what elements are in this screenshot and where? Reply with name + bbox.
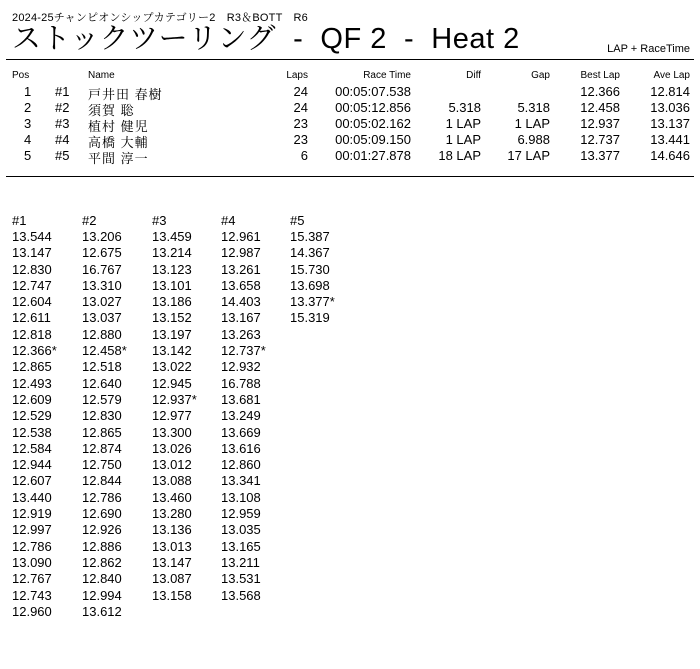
lap-time: 13.186 [152, 294, 192, 310]
lap-time: 12.994 [82, 587, 122, 603]
lap-time: 13.197 [152, 326, 192, 342]
lap-time: 12.961 [221, 229, 261, 244]
lap-time: 13.544 [12, 229, 52, 244]
lap-time: 14.367 [290, 245, 330, 261]
lap-time: 12.886 [82, 538, 122, 554]
lap-time: 13.027 [82, 294, 122, 310]
result-best-lap: 13.377 [580, 148, 620, 163]
lap-time: 13.026 [152, 440, 192, 456]
result-gap: 1 LAP [514, 116, 550, 131]
lap-time: 12.944 [12, 457, 52, 473]
lap-column-header: #4 [221, 213, 236, 228]
lap-column-header: #5 [290, 213, 305, 228]
lap-time: 12.366* [12, 343, 57, 359]
event-subtitle: 2024-25チャンピオンシップカテゴリー2 R3＆BOTT R6 [12, 12, 308, 24]
results-table [0, 70, 700, 164]
lap-time: 13.616 [221, 440, 261, 456]
col-laps-header: Laps [286, 70, 308, 81]
page-title: ストックツーリング - QF 2 - Heat 2 [12, 23, 520, 55]
lap-time: 13.568 [221, 587, 261, 603]
col-ave-lap-header: Ave Lap [653, 70, 690, 81]
result-driver-name: 須賀 聡 [88, 103, 135, 118]
result-ave-lap: 14.646 [650, 148, 690, 163]
result-pos: 3 [24, 116, 32, 131]
result-kart-number: #2 [55, 100, 70, 115]
lap-time: 12.987 [221, 245, 261, 261]
result-gap: 17 LAP [507, 148, 550, 163]
lap-time: 13.531 [221, 571, 261, 587]
result-kart-number: #5 [55, 148, 70, 163]
lap-column-header: #3 [152, 213, 167, 228]
lap-time: 13.165 [221, 538, 261, 554]
result-laps: 23 [293, 116, 308, 131]
lap-time: 13.022 [152, 359, 192, 375]
lap-time: 12.880 [82, 326, 122, 342]
lap-time: 12.611 [12, 310, 51, 326]
lap-column [82, 213, 127, 620]
result-gap: 6.988 [517, 132, 550, 147]
lap-time: 12.865 [12, 359, 52, 375]
lap-time: 13.341 [221, 473, 261, 489]
result-race-time: 00:05:09.150 [335, 132, 411, 147]
lap-time: 12.937* [152, 391, 197, 407]
lap-time: 13.012 [152, 457, 192, 473]
lap-time: 13.147 [152, 554, 192, 570]
lap-time: 12.865 [82, 424, 122, 440]
result-row [0, 132, 700, 148]
lap-time: 12.977 [152, 408, 192, 424]
lap-time: 13.669 [221, 424, 261, 440]
lap-time: 13.310 [82, 277, 122, 293]
result-best-lap: 12.458 [580, 100, 620, 115]
lap-column [290, 213, 335, 327]
lap-time: 13.280 [152, 506, 192, 522]
result-pos: 5 [24, 148, 32, 163]
lap-column-header: #2 [82, 213, 97, 228]
col-gap-header: Gap [531, 70, 550, 81]
result-best-lap: 12.366 [580, 84, 620, 99]
lap-time: 12.529 [12, 408, 52, 424]
lap-time: 16.788 [221, 375, 261, 391]
lap-time: 12.862 [82, 554, 122, 570]
result-race-time: 00:05:12.856 [335, 100, 411, 115]
result-laps: 6 [300, 148, 308, 163]
result-ave-lap: 13.137 [650, 116, 690, 131]
lap-time: 13.214 [152, 245, 192, 261]
lap-time: 13.088 [152, 473, 192, 489]
lap-time: 12.743 [12, 587, 52, 603]
result-laps: 24 [293, 84, 308, 99]
lap-time: 12.640 [82, 375, 122, 391]
lap-time: 12.945 [152, 375, 192, 391]
lap-time: 13.101 [152, 277, 192, 293]
results-header-row [0, 70, 700, 84]
result-race-time: 00:05:07.538 [335, 84, 411, 99]
lap-time: 13.206 [82, 229, 122, 244]
result-driver-name: 平間 淳一 [88, 151, 149, 166]
lap-time: 13.459 [152, 229, 192, 244]
lap-time: 12.584 [12, 440, 52, 456]
lap-time: 12.926 [82, 522, 122, 538]
result-ave-lap: 12.814 [650, 84, 690, 99]
result-driver-name: 高橋 大輔 [88, 135, 149, 150]
result-laps: 24 [293, 100, 308, 115]
report-mode-label: LAP + RaceTime [607, 43, 690, 55]
col-pos-header: Pos [12, 70, 30, 81]
lap-time: 13.108 [221, 489, 261, 505]
lap-time: 12.932 [221, 359, 261, 375]
lap-time: 12.960 [12, 603, 52, 619]
lap-time: 12.750 [82, 457, 122, 473]
result-row [0, 148, 700, 164]
lap-time: 13.300 [152, 424, 192, 440]
lap-time: 13.167 [221, 310, 261, 326]
lap-time: 13.087 [152, 571, 192, 587]
lap-time: 12.737* [221, 343, 266, 359]
result-ave-lap: 13.036 [650, 100, 690, 115]
lap-time: 12.604 [12, 294, 52, 310]
result-ave-lap: 13.441 [650, 132, 690, 147]
result-diff: 18 LAP [438, 148, 481, 163]
lap-time: 15.730 [290, 261, 330, 277]
lap-time: 12.607 [12, 473, 52, 489]
lap-time: 13.037 [82, 310, 122, 326]
lap-time: 12.860 [221, 457, 261, 473]
result-row [0, 100, 700, 116]
col-name-header: Name [88, 70, 115, 81]
lap-time: 12.874 [82, 440, 122, 456]
result-diff: 1 LAP [445, 132, 481, 147]
result-pos: 1 [24, 84, 32, 99]
lap-time: 13.440 [12, 489, 52, 505]
lap-time: 13.158 [152, 587, 192, 603]
lap-time: 13.698 [290, 277, 330, 293]
lap-time: 13.123 [152, 261, 192, 277]
lap-time: 12.844 [82, 473, 122, 489]
result-pos: 2 [24, 100, 32, 115]
lap-time: 12.919 [12, 506, 52, 522]
result-kart-number: #1 [55, 84, 70, 99]
result-diff: 5.318 [448, 100, 481, 115]
lap-time: 15.387 [290, 229, 330, 244]
lap-time: 13.249 [221, 408, 261, 424]
lap-time: 13.263 [221, 326, 261, 342]
result-gap: 5.318 [517, 100, 550, 115]
lap-time: 13.211 [221, 554, 260, 570]
lap-time: 14.403 [221, 294, 261, 310]
lap-time: 13.152 [152, 310, 192, 326]
lap-time: 12.840 [82, 571, 122, 587]
lap-column [12, 213, 57, 620]
lap-time: 13.090 [12, 554, 52, 570]
lap-time: 13.013 [152, 538, 192, 554]
lap-time: 13.142 [152, 343, 192, 359]
lap-time: 13.612 [82, 603, 122, 619]
result-row [0, 84, 700, 100]
lap-time: 13.261 [221, 261, 261, 277]
lap-time: 13.035 [221, 522, 261, 538]
results-body [0, 84, 700, 164]
result-best-lap: 12.737 [580, 132, 620, 147]
lap-time: 13.377* [290, 294, 335, 310]
result-best-lap: 12.937 [580, 116, 620, 131]
result-row [0, 116, 700, 132]
result-laps: 23 [293, 132, 308, 147]
lap-time: 12.538 [12, 424, 52, 440]
lap-time: 12.786 [82, 489, 122, 505]
header-divider [6, 59, 694, 60]
lap-time: 12.959 [221, 506, 261, 522]
lap-time: 12.830 [82, 408, 122, 424]
result-race-time: 00:01:27.878 [335, 148, 411, 163]
result-driver-name: 戸井田 春樹 [88, 87, 163, 102]
lap-time: 12.518 [82, 359, 122, 375]
result-kart-number: #3 [55, 116, 70, 131]
lap-time: 12.579 [82, 391, 122, 407]
lap-time: 12.747 [12, 277, 52, 293]
lap-time: 12.609 [12, 391, 52, 407]
lap-time: 13.681 [221, 391, 261, 407]
lap-column [152, 213, 197, 604]
col-diff-header: Diff [466, 70, 481, 81]
lap-time: 12.997 [12, 522, 52, 538]
lap-time: 12.786 [12, 538, 52, 554]
lap-time: 13.460 [152, 489, 192, 505]
results-divider [6, 176, 694, 177]
result-race-time: 00:05:02.162 [335, 116, 411, 131]
lap-time: 13.658 [221, 277, 261, 293]
lap-time: 12.675 [82, 245, 122, 261]
col-race-time-header: Race Time [363, 70, 411, 81]
result-driver-name: 植村 健児 [88, 119, 149, 134]
col-best-lap-header: Best Lap [580, 70, 620, 81]
result-kart-number: #4 [55, 132, 70, 147]
result-pos: 4 [24, 132, 32, 147]
lap-time: 12.830 [12, 261, 52, 277]
lap-time: 13.147 [12, 245, 52, 261]
lap-time: 16.767 [82, 261, 122, 277]
lap-column-header: #1 [12, 213, 27, 228]
lap-column [221, 213, 266, 604]
lap-time: 12.818 [12, 326, 52, 342]
lap-time: 12.493 [12, 375, 52, 391]
lap-time: 15.319 [290, 310, 330, 326]
lap-time: 12.767 [12, 571, 52, 587]
result-diff: 1 LAP [445, 116, 481, 131]
lap-time: 13.136 [152, 522, 192, 538]
lap-time: 12.458* [82, 343, 127, 359]
lap-time: 12.690 [82, 506, 122, 522]
